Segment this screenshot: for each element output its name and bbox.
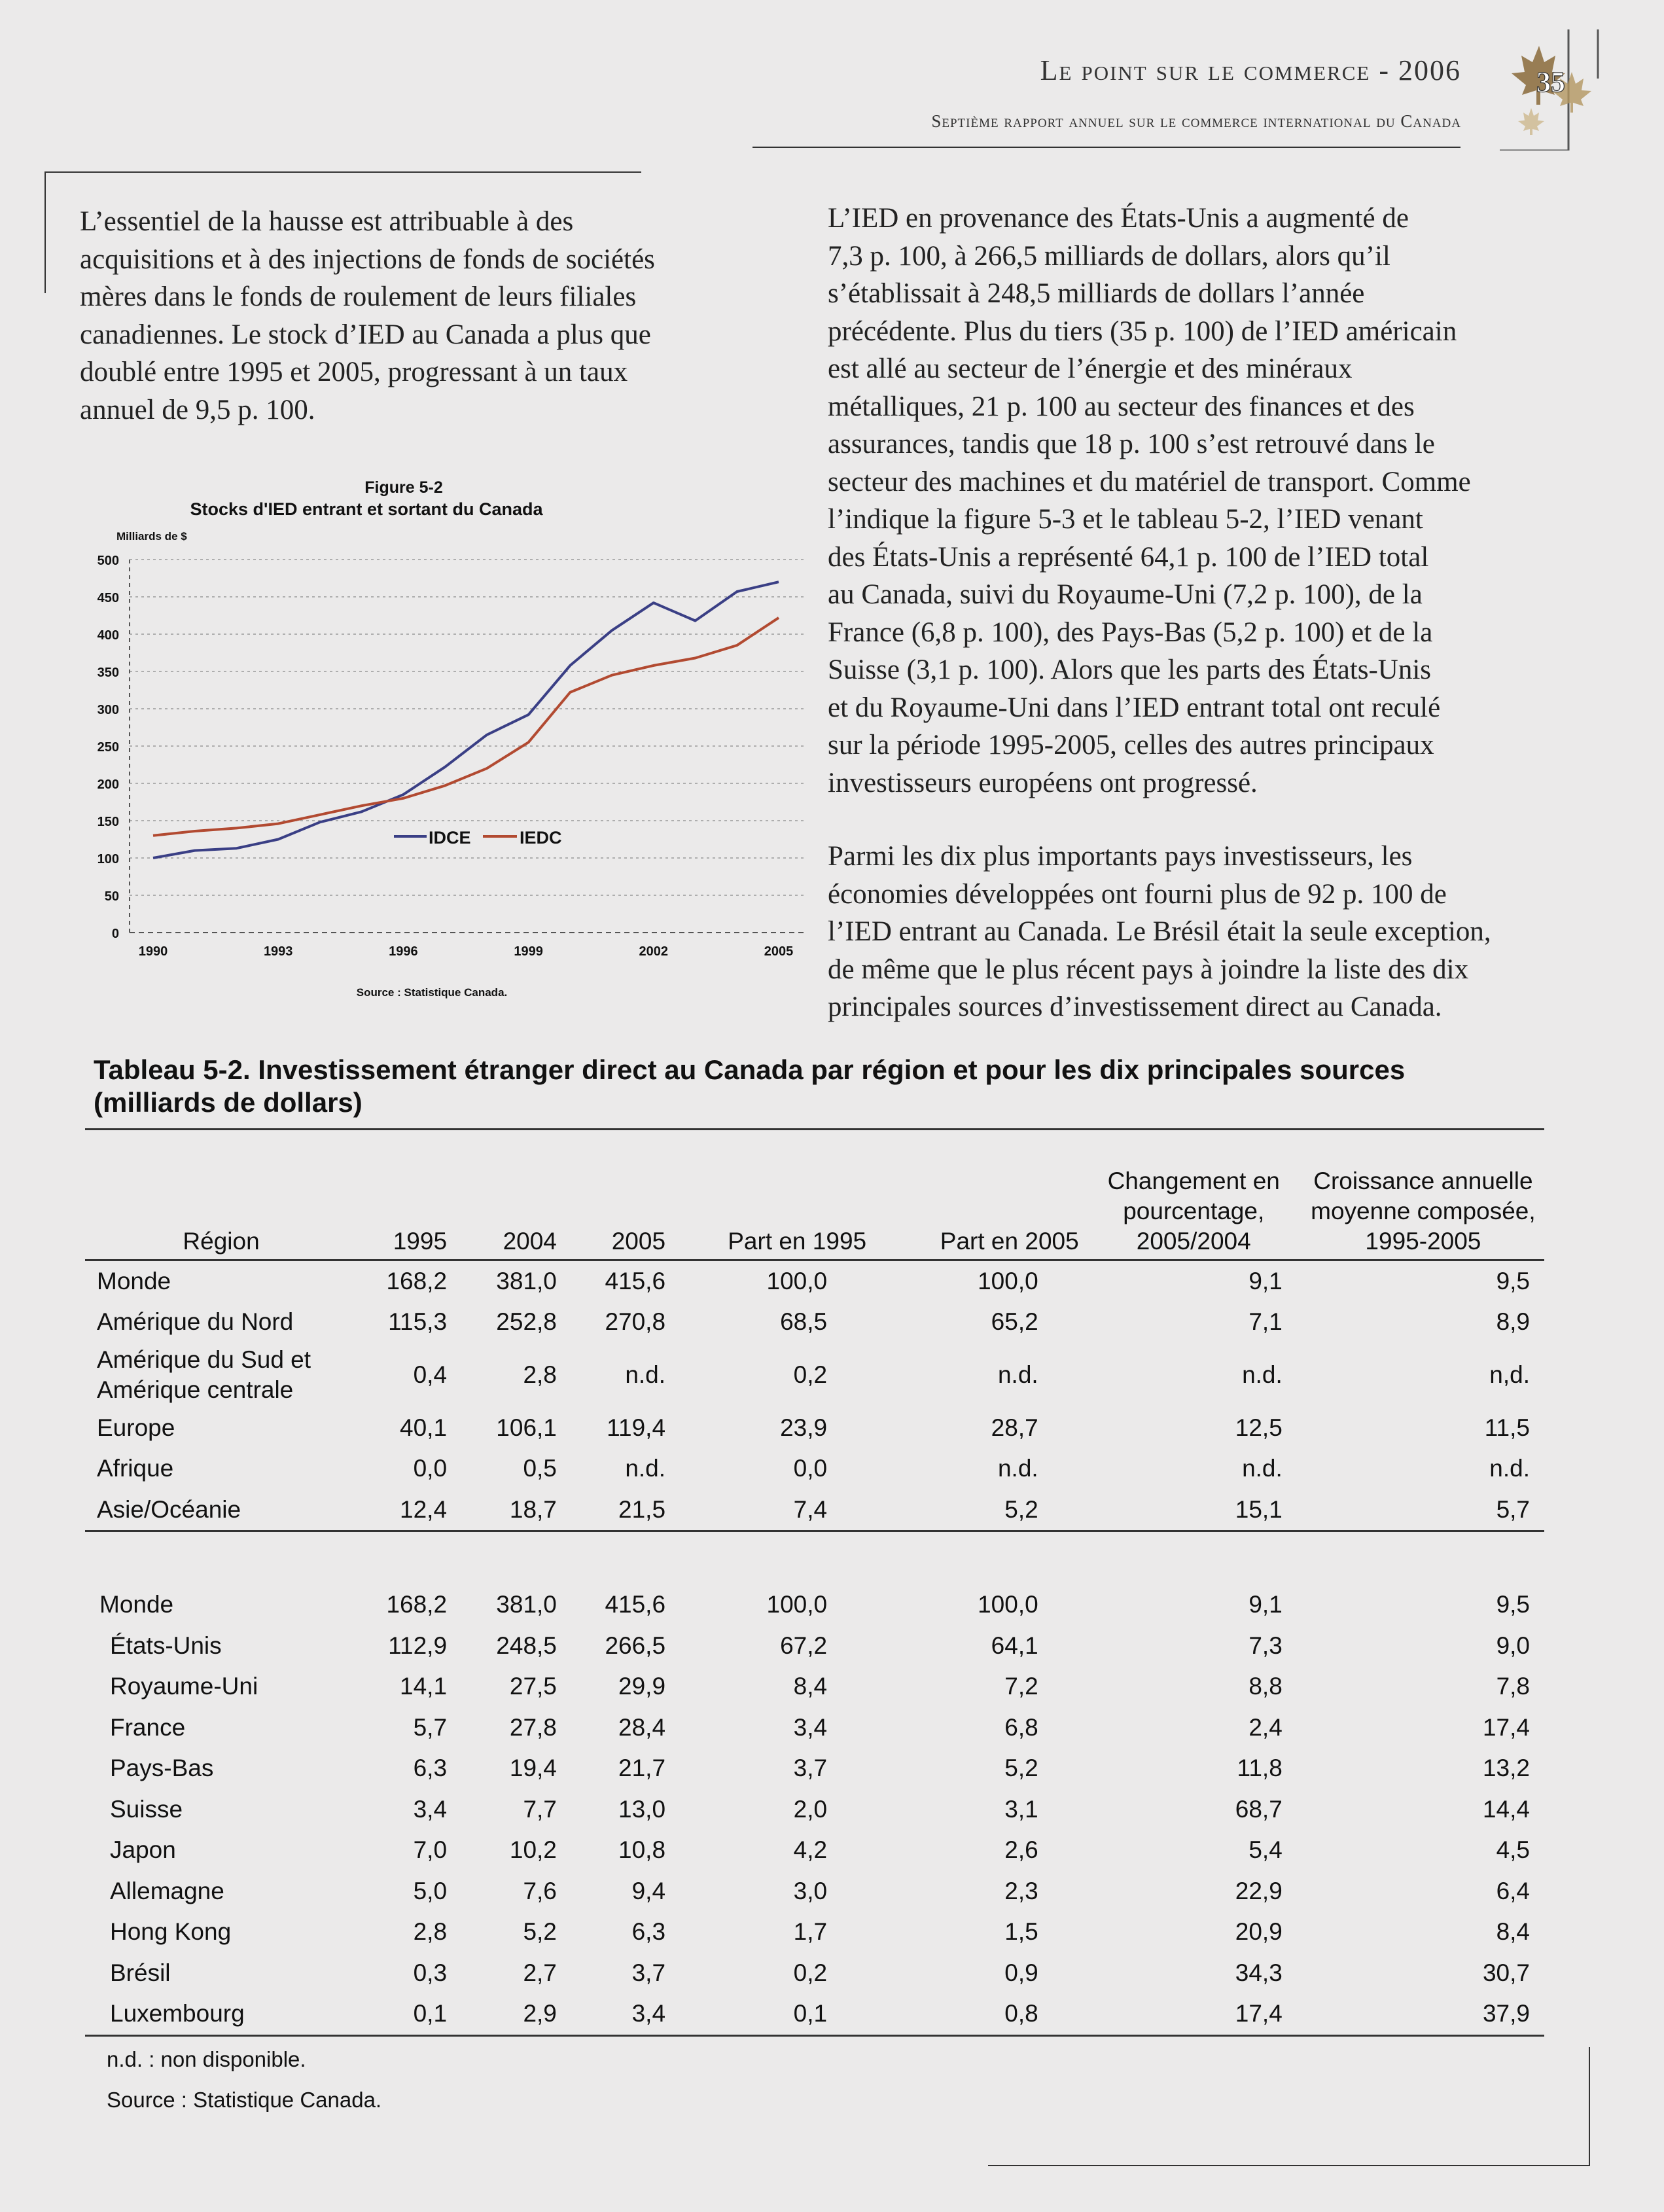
cell-chg: 9,1: [1079, 1531, 1283, 1626]
x-tick-label: 2005: [764, 944, 794, 959]
cell-v1995: 5,0: [413, 1877, 448, 1904]
cell-v2005: 29,9: [618, 1673, 666, 1700]
cell-p1995: 100,0: [665, 1260, 866, 1302]
cell-p1995: 3,7: [793, 1755, 828, 1782]
header-rule: [752, 147, 1460, 148]
cell-p1995: 23,9: [780, 1414, 828, 1441]
x-tick-label: 2002: [639, 944, 669, 959]
text-line: est allé au secteur de l’énergie et des minéraux: [828, 353, 1353, 384]
figure-label: Figure 5-2: [364, 478, 443, 497]
text-line: 7,3 p. 100, à 266,5 milliards de dollars, alors qu’il: [828, 240, 1390, 272]
cell-p1995: 1,7: [793, 1918, 828, 1946]
chart-source: Source : Statistique Canada.: [356, 986, 508, 999]
series-line-idce: [153, 582, 779, 858]
cell-chg: 8,8: [1248, 1673, 1283, 1700]
cell-v2005: 270,8: [605, 1308, 666, 1336]
cell-p2005: n.d.: [997, 1361, 1038, 1388]
cell-p2005: 0,8: [866, 1993, 1079, 2035]
text-line: France (6,8 p. 100), des Pays-Bas (5,2 p. 100) et de la: [828, 616, 1433, 648]
cell-cagr: 37,9: [1283, 1993, 1544, 2035]
cell-v2004: 2,7: [523, 1959, 557, 1986]
cell-v1995: 112,9: [388, 1632, 448, 1659]
row-label: Afrique: [97, 1455, 174, 1482]
text-line: métalliques, 21 p. 100 au secteur des finances et des: [828, 391, 1415, 422]
table-row: [85, 1666, 1544, 1707]
text-line: des États-Unis a représenté 64,1 p. 100 de l’IED total: [828, 541, 1429, 573]
text-line: et du Royaume-Uni dans l’IED entrant total ont reculé: [828, 692, 1441, 723]
cell-chg: 11,8: [1237, 1755, 1283, 1782]
cell-v2005: 3,4: [557, 1993, 665, 2035]
y-tick-label: 0: [111, 927, 119, 941]
table-title: [94, 1054, 1507, 1119]
text-line: mères dans le fonds de roulement de leurs filiales: [80, 281, 637, 312]
cell-chg: 17,4: [1079, 1993, 1283, 2035]
x-tick-label: 1999: [514, 944, 543, 959]
table-row: [85, 1830, 1544, 1871]
y-tick-label: 200: [97, 777, 119, 792]
x-tick-label: 1996: [389, 944, 418, 959]
row-label: Luxembourg: [85, 1993, 345, 2035]
text-line: annuel de 9,5 p. 100.: [80, 394, 315, 425]
row-label: Pays-Bas: [110, 1755, 214, 1782]
cell-v2004: 0,5: [523, 1455, 557, 1482]
table-row: [85, 1448, 1544, 1490]
cell-cagr: 14,4: [1482, 1795, 1530, 1823]
maple-leaf-logo-icon: [1500, 26, 1604, 151]
cell-v2005: 6,3: [631, 1918, 666, 1946]
cell-p1995: 7,4: [793, 1495, 828, 1523]
text-line: secteur des machines et du matériel de transport. Comme: [828, 466, 1471, 497]
text-line: Parmi les dix plus importants pays investisseurs, les: [828, 841, 1413, 872]
cell-v2004: 7,6: [523, 1877, 557, 1904]
cell-p2005: 100,0: [866, 1260, 1079, 1302]
cell-p2005: 5,2: [1004, 1495, 1038, 1523]
cell-chg: 15,1: [1235, 1495, 1283, 1523]
cell-v1995: 40,1: [400, 1414, 448, 1441]
cell-cagr: 13,2: [1482, 1755, 1530, 1782]
left-paragraph: [80, 203, 773, 429]
row-label: France: [110, 1713, 186, 1741]
cell-p1995: 68,5: [780, 1308, 828, 1336]
col-header-change: Changement en pourcentage, 2005/2004: [1107, 1167, 1280, 1255]
cell-v2004: 381,0: [447, 1531, 557, 1626]
cell-v1995: 5,7: [413, 1713, 448, 1741]
cell-cagr: n.d.: [1489, 1455, 1530, 1482]
cell-cagr: 4,5: [1496, 1836, 1530, 1864]
cell-v2005: 21,5: [618, 1495, 666, 1523]
cell-p2005: 3,1: [1004, 1795, 1038, 1823]
cell-v1995: 3,4: [413, 1795, 448, 1823]
corner-rule-right: [1589, 2047, 1590, 2166]
text-line: investisseurs européens ont progressé.: [828, 767, 1258, 798]
cell-v2004: 7,7: [523, 1795, 557, 1823]
y-tick-label: 450: [97, 591, 119, 605]
cell-cagr: 11,5: [1484, 1414, 1530, 1441]
cell-v2005: 28,4: [618, 1713, 666, 1741]
cell-p2005: 0,9: [1004, 1959, 1038, 1986]
text-line: précédente. Plus du tiers (35 p. 100) de l’IED américain: [828, 315, 1457, 347]
row-label: Amérique du Nord: [97, 1308, 294, 1336]
cell-v2005: 415,6: [557, 1260, 665, 1302]
row-label: Monde: [85, 1260, 345, 1302]
text-line: L’essentiel de la hausse est attribuable à des: [80, 206, 574, 237]
cell-chg: 22,9: [1235, 1877, 1283, 1904]
cell-v2004: 106,1: [496, 1414, 557, 1441]
cell-chg: 2,4: [1248, 1713, 1283, 1741]
cell-v1995: 0,1: [345, 1993, 447, 2035]
cell-p1995: 0,2: [793, 1959, 828, 1986]
cell-cagr: 7,8: [1496, 1673, 1530, 1700]
cell-v2005: 415,6: [557, 1531, 665, 1626]
cell-chg: 5,4: [1248, 1836, 1283, 1864]
cell-p1995: 4,2: [793, 1836, 828, 1864]
cell-p1995: 3,0: [793, 1877, 828, 1904]
table-row: [85, 1912, 1544, 1953]
row-label: Hong Kong: [110, 1918, 232, 1946]
row-label: Asie/Océanie: [97, 1495, 241, 1523]
col-header-2005: 2005: [611, 1227, 666, 1255]
cell-v2004: 2,8: [523, 1361, 557, 1388]
cell-v2005: 9,4: [631, 1877, 666, 1904]
table-row: [85, 1626, 1544, 1667]
text-line: au Canada, suivi du Royaume-Uni (7,2 p. 100), de la: [828, 579, 1423, 610]
cell-v1995: 115,3: [388, 1308, 448, 1336]
cell-v2004: 27,5: [509, 1673, 557, 1700]
cell-chg: 7,1: [1248, 1308, 1283, 1336]
text-line: acquisitions et à des injections de fonds de sociétés: [80, 243, 655, 275]
table-title-line: (milliards de dollars): [94, 1087, 363, 1118]
table-row: [85, 1490, 1544, 1531]
cell-v2004: 18,7: [509, 1495, 557, 1523]
row-label: Japon: [110, 1836, 176, 1864]
y-tick-label: 300: [97, 703, 119, 717]
text-line: de même que le plus récent pays à joindre la liste des dix: [828, 954, 1469, 985]
row-label: Europe: [97, 1414, 175, 1441]
text-line: doublé entre 1995 et 2005, progressant à un taux: [80, 357, 628, 387]
y-axis-label: Milliards de $: [116, 530, 187, 543]
y-tick-label: 100: [97, 852, 119, 866]
col-header-part-1995: Part en 1995: [728, 1227, 867, 1255]
table-row: [85, 1748, 1544, 1789]
cell-p2005: 100,0: [866, 1531, 1079, 1626]
cell-v2004: 19,4: [509, 1755, 557, 1782]
cell-v2004: 2,9: [447, 1993, 557, 2035]
cell-p2005: 65,2: [991, 1308, 1038, 1336]
right-paragraph-1: [828, 200, 1574, 802]
cell-p2005: 28,7: [991, 1414, 1038, 1441]
table-row: [85, 1302, 1544, 1343]
cell-cagr: n,d.: [1489, 1361, 1530, 1388]
col-header-growth: Croissance annuelle moyenne composée, 1995-2005: [1311, 1167, 1536, 1255]
text-line: L’IED en provenance des États-Unis a augmenté de: [828, 203, 1409, 234]
cell-p2005: 64,1: [991, 1632, 1038, 1659]
table-row: [85, 1260, 1544, 1302]
running-header-subtitle: Septième rapport annuel sur le commerce international du Canada: [931, 111, 1461, 131]
cell-v1995: 2,8: [413, 1918, 448, 1946]
col-header-part-2005: Part en 2005: [940, 1227, 1079, 1255]
cell-v1995: 12,4: [400, 1495, 448, 1523]
chart-title: Stocks d'IED entrant et sortant du Canada: [190, 499, 543, 519]
cell-cagr: 9,5: [1283, 1531, 1544, 1626]
table-row: [85, 1343, 1544, 1408]
col-header-1995: 1995: [393, 1227, 448, 1255]
cell-v1995: 7,0: [413, 1836, 448, 1864]
cell-p1995: 3,4: [793, 1713, 828, 1741]
cell-v2005: 13,0: [618, 1795, 666, 1823]
cell-chg: 9,1: [1079, 1260, 1283, 1302]
cell-p1995: 2,0: [793, 1795, 828, 1823]
cell-v2004: 5,2: [523, 1918, 557, 1946]
cell-p1995: 0,0: [793, 1455, 828, 1482]
cell-p2005: 2,3: [1004, 1877, 1038, 1904]
cell-v2004: 10,2: [509, 1836, 557, 1864]
row-label: Monde: [85, 1531, 345, 1626]
page-number: 35: [1536, 66, 1565, 98]
cell-chg: 68,7: [1235, 1795, 1283, 1823]
row-label: Allemagne: [110, 1877, 224, 1904]
table-row: [85, 1789, 1544, 1830]
cell-v1995: 0,3: [413, 1959, 448, 1986]
cell-v2005: 3,7: [631, 1959, 666, 1986]
text-line: Suisse (3,1 p. 100). Alors que les parts des États-Unis: [828, 654, 1432, 685]
legend-label-idce: IDCE: [429, 828, 471, 847]
cell-p2005: 1,5: [1004, 1918, 1038, 1946]
cell-v2004: 381,0: [447, 1260, 557, 1302]
text-line: économies développées ont fourni plus de 92 p. 100 de: [828, 878, 1447, 910]
cell-v1995: 0,4: [413, 1361, 448, 1388]
right-paragraph-2: [828, 838, 1580, 1026]
cell-cagr: 30,7: [1482, 1959, 1530, 1986]
cell-p2005: 2,6: [1004, 1836, 1038, 1864]
cell-chg: 7,3: [1248, 1632, 1283, 1659]
cell-p1995: 0,1: [665, 1993, 866, 2035]
text-line: l’IED entrant au Canada. Le Brésil était la seule exception,: [828, 916, 1491, 947]
cell-v2004: 252,8: [496, 1308, 557, 1336]
cell-cagr: 5,7: [1496, 1495, 1530, 1523]
row-label: Brésil: [110, 1959, 171, 1986]
table-note: n.d. : non disponible.: [107, 2047, 306, 2071]
row-label: États-Unis: [110, 1632, 222, 1659]
table-title-line: Tableau 5-2. Investissement étranger direct au Canada par région et pour les dix principales sources: [94, 1054, 1406, 1085]
row-label: Amérique du Sud et Amérique centrale: [97, 1346, 311, 1403]
col-header-region: Région: [183, 1227, 260, 1255]
table-row: [85, 1531, 1544, 1626]
y-tick-label: 400: [97, 628, 119, 643]
table-row: [85, 1953, 1544, 1994]
table-row: [85, 1408, 1544, 1449]
cell-chg: 12,5: [1235, 1414, 1283, 1441]
x-tick-label: 1993: [263, 944, 293, 959]
cell-v2005: 10,8: [618, 1836, 666, 1864]
cell-chg: n.d.: [1242, 1361, 1283, 1388]
cell-chg: n.d.: [1242, 1455, 1283, 1482]
cell-cagr: 17,4: [1482, 1713, 1530, 1741]
text-line: canadiennes. Le stock d’IED au Canada a plus que: [80, 319, 651, 350]
text-line: s’établissait à 248,5 milliards de dollars l’année: [828, 278, 1365, 309]
cell-p2005: 6,8: [1004, 1713, 1038, 1741]
cell-cagr: 8,4: [1496, 1918, 1530, 1946]
row-label: Royaume-Uni: [110, 1673, 258, 1700]
cell-cagr: 9,5: [1283, 1260, 1544, 1302]
cell-v2005: n.d.: [625, 1361, 666, 1388]
cell-p1995: 100,0: [665, 1531, 866, 1626]
col-header-2004: 2004: [503, 1227, 557, 1255]
y-tick-label: 150: [97, 815, 119, 829]
cell-v1995: 168,2: [345, 1260, 447, 1302]
cell-chg: 20,9: [1235, 1918, 1283, 1946]
x-tick-label: 1990: [138, 944, 168, 959]
cell-cagr: 6,4: [1496, 1877, 1530, 1904]
fdi-table: [85, 1127, 1544, 2037]
cell-v2005: n.d.: [625, 1455, 666, 1482]
cell-v1995: 6,3: [413, 1755, 448, 1782]
row-label: Suisse: [110, 1795, 183, 1823]
table-source: Source : Statistique Canada.: [107, 2088, 382, 2112]
y-tick-label: 50: [104, 889, 119, 904]
cell-v1995: 14,1: [400, 1673, 448, 1700]
cell-v1995: 168,2: [345, 1531, 447, 1626]
cell-p1995: 0,2: [793, 1361, 828, 1388]
box-rule-left: [44, 171, 46, 293]
cell-v2004: 248,5: [496, 1632, 557, 1659]
cell-p2005: 7,2: [1004, 1673, 1038, 1700]
cell-v2004: 27,8: [509, 1713, 557, 1741]
text-line: sur la période 1995-2005, celles des autres principaux: [828, 730, 1434, 760]
series-line-iedc: [153, 618, 779, 836]
text-line: assurances, tandis que 18 p. 100 s’est retrouvé dans le: [828, 429, 1435, 459]
table-row: [85, 1993, 1544, 2035]
table-row: [85, 1871, 1544, 1912]
table-row: [85, 1707, 1544, 1749]
cell-chg: 34,3: [1235, 1959, 1283, 1986]
cell-cagr: 9,0: [1496, 1632, 1530, 1659]
text-line: principales sources d’investissement direct au Canada.: [828, 991, 1442, 1022]
corner-rule-bottom: [988, 2165, 1590, 2166]
running-header-title: Le point sur le commerce - 2006: [1040, 54, 1461, 86]
cell-p1995: 67,2: [780, 1632, 828, 1659]
y-tick-label: 350: [97, 666, 119, 680]
cell-p2005: n.d.: [997, 1455, 1038, 1482]
text-line: l’indique la figure 5-3 et le tableau 5-2, l’IED venant: [828, 504, 1423, 535]
cell-p2005: 5,2: [1004, 1755, 1038, 1782]
cell-v1995: 0,0: [413, 1455, 448, 1482]
cell-p1995: 8,4: [793, 1673, 828, 1700]
cell-v2005: 21,7: [618, 1755, 666, 1782]
cell-cagr: 8,9: [1496, 1308, 1530, 1336]
y-tick-label: 500: [97, 554, 119, 568]
y-tick-label: 250: [97, 740, 119, 755]
cell-v2005: 119,4: [607, 1414, 666, 1441]
cell-v2005: 266,5: [605, 1632, 666, 1659]
legend-label-iedc: IEDC: [520, 828, 562, 847]
box-rule-top: [44, 171, 641, 173]
